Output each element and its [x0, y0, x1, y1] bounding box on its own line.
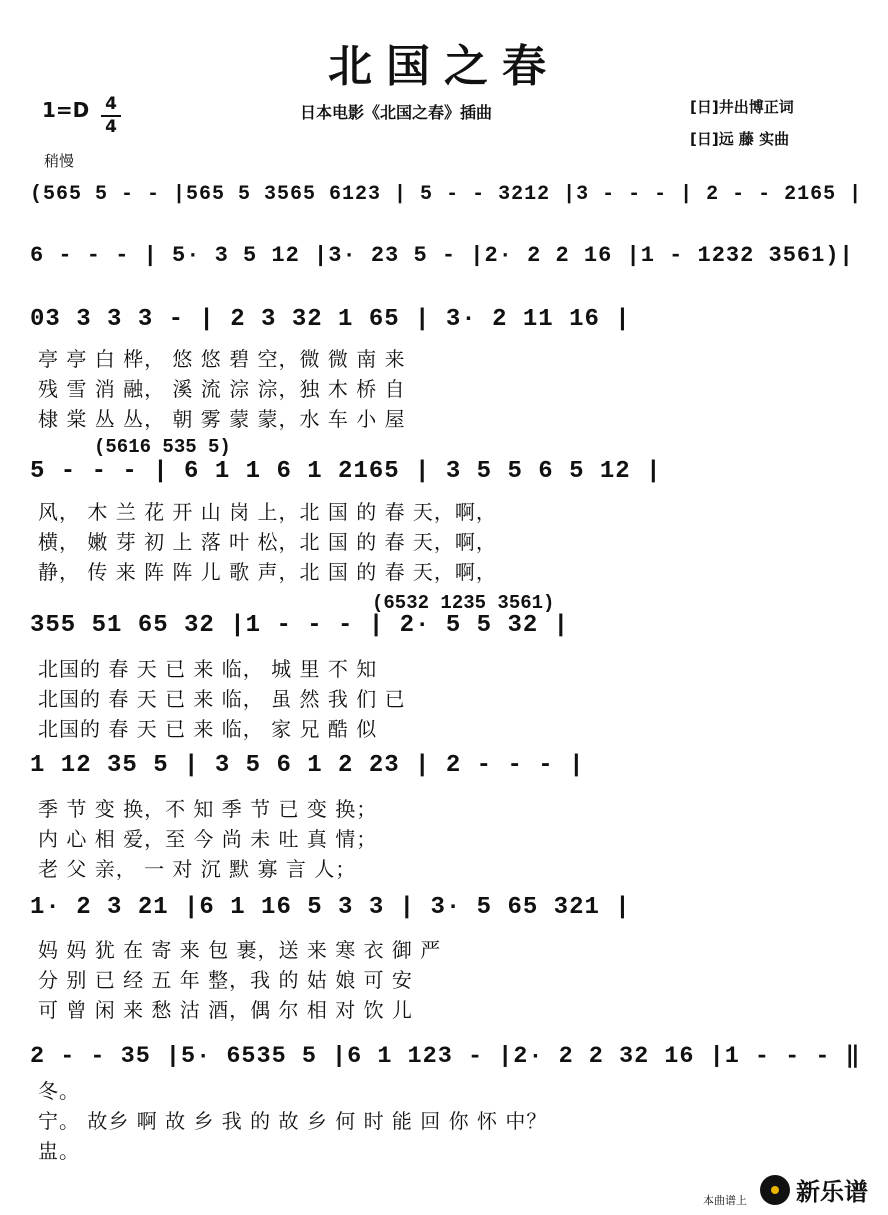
brand-name: 新乐谱: [796, 1178, 868, 1206]
time-signature: [101, 95, 121, 137]
lyric-line-4-verse-1: 风， 木 兰 花 开 山 岗 上，北 国 的 春 天，啊，: [38, 500, 497, 524]
notation-line-2: 6 - - - | 5· 3 5 12 |3· 23 5 - |2· 2 2 16 |1 - 1232 3561)|: [30, 243, 854, 268]
interlude-notes-2: (6532 1235 3561): [372, 592, 555, 614]
subtitle: 日本电影《北国之春》插曲: [300, 103, 493, 122]
notation-line-4: 5 - - - | 6 1 1 6 1 2165 | 3 5 5 6 5 12 |: [30, 458, 662, 485]
lyric-line-5-verse-2: 北国的 春 天 已 来 临， 虽 然 我 们 已: [38, 687, 406, 711]
footer-note: 本曲谱上: [703, 1194, 747, 1207]
interlude-notes-1: (5616 535 5): [94, 436, 231, 458]
lyric-line-4-verse-3: 静， 传 来 阵 阵 儿 歌 声，北 国 的 春 天，啊，: [38, 560, 497, 584]
lyric-line-7-verse-3: 可 曾 闲 来 愁 沽 酒，偶 尔 相 对 饮 儿: [38, 998, 413, 1022]
lyric-line-6-verse-1: 季 节 变 换，不 知 季 节 已 变 换；: [38, 797, 378, 821]
lyric-line-8-verse-3: 盅。: [38, 1139, 80, 1163]
lyric-line-8-verse-2: 宁。 故乡 啊 故 乡 我 的 故 乡 何 时 能 回 你 怀 中？: [38, 1109, 548, 1133]
lyric-line-7-verse-2: 分 别 已 经 五 年 整，我 的 姑 娘 可 安: [38, 968, 413, 992]
record-disc-icon: [760, 1175, 790, 1205]
lyric-line-6-verse-2: 内 心 相 爱，至 今 尚 未 吐 真 情；: [38, 827, 378, 851]
time-sig-top: 4: [105, 94, 117, 114]
score-title: 北国之春: [328, 41, 560, 92]
notation-line-7: 1· 2 3 21 |6 1 16 5 3 3 | 3· 5 65 321 |: [30, 894, 631, 921]
lyric-line-4-verse-2: 横， 嫩 芽 初 上 落 叶 松，北 国 的 春 天，啊，: [38, 530, 497, 554]
lyric-line-3-verse-1: 亭 亭 白 桦， 悠 悠 碧 空，微 微 南 来: [38, 347, 406, 371]
lyric-line-3-verse-3: 棣 棠 丛 丛， 朝 雾 蒙 蒙，水 车 小 屋: [38, 407, 406, 431]
lyric-line-5-verse-1: 北国的 春 天 已 来 临， 城 里 不 知: [38, 657, 378, 681]
time-sig-bottom: 4: [105, 117, 117, 137]
lyric-line-6-verse-3: 老 父 亲， 一 对 沉 默 寡 言 人；: [38, 857, 357, 881]
notation-line-6: 1 12 35 5 | 3 5 6 1 2 23 | 2 - - - |: [30, 752, 585, 779]
key-signature: 1=D: [42, 98, 90, 122]
notation-line-3: 03 3 3 3 - | 2 3 32 1 65 | 3· 2 11 16 |: [30, 306, 631, 333]
notation-line-8: 2 - - 35 |5· 6535 5 |6 1 123 - |2· 2 2 32 16 |1 - - - ‖: [30, 1043, 861, 1070]
notation-line-5: 355 51 65 32 |1 - - - | 2· 5 5 32 |: [30, 612, 570, 639]
tempo-marking: 稍慢: [44, 152, 75, 170]
lyric-line-3-verse-2: 残 雪 消 融， 溪 流 淙 淙，独 木 桥 自: [38, 377, 406, 401]
notation-line-1: (565 5 - - |565 5 3565 6123 | 5 - - 3212 |3 - - - | 2 - - 2165 |: [30, 183, 863, 206]
lyric-line-8-verse-1: 冬。: [38, 1079, 80, 1103]
brand-logo: [760, 1172, 868, 1207]
lyricist-credit: [日]井出博正词: [690, 98, 794, 116]
composer-credit: [日]远 藤 实曲: [690, 130, 790, 148]
lyric-line-7-verse-1: 妈 妈 犹 在 寄 来 包 裹，送 来 寒 衣 御 严: [38, 938, 442, 962]
lyric-line-5-verse-3: 北国的 春 天 已 来 临， 家 兄 酷 似: [38, 717, 378, 741]
